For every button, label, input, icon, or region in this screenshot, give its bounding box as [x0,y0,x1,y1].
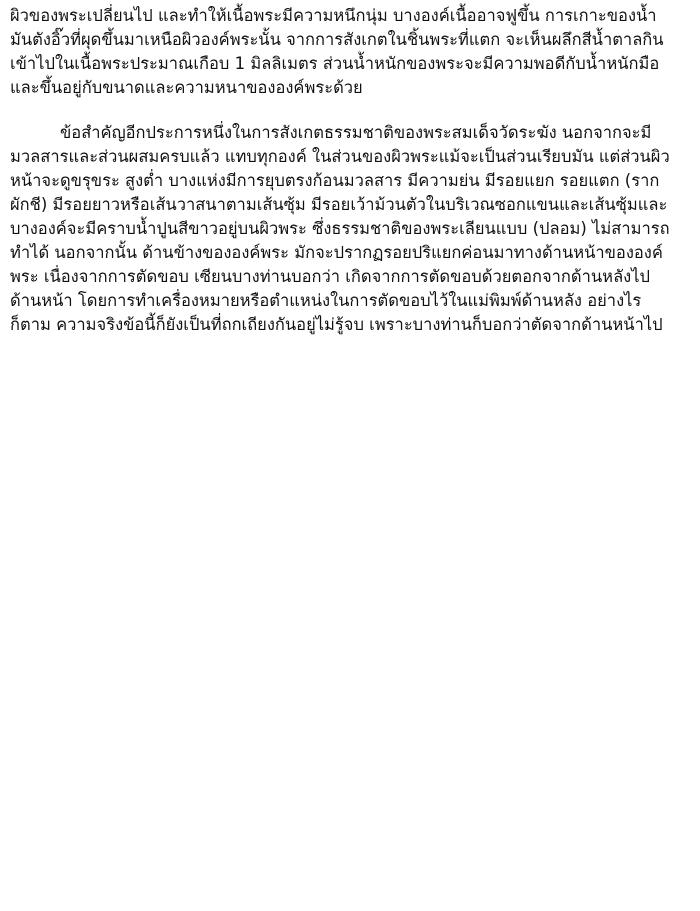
text-line: ผักชี) มีรอยยาวหรือเส้นวาสนาตามเส้นซุ้ม มีรอยเว้าม้วนตัวในบริเวณซอกแขนและเส้นซุ้มและ [10,195,668,214]
text-line: ข้อสำคัญอีกประการหนึ่งในการสังเกตธรรมชาติของพระสมเด็จวัดระฆัง นอกจากจะมี [60,123,652,142]
text-line: ก็ตาม ความจริงข้อนี้ก็ยังเป็นที่ถกเถียงกันอยู่ไม่รู้จบ เพราะบางท่านก็บอกว่าตัดจากด้านหน้าไป [10,315,663,334]
paragraph-2 [10,121,694,337]
text-line: มันตังอิ๊วที่ผุดขึ้นมาเหนือผิวองค์พระนั้น จากการสังเกตในชิ้นพระที่แตก จะเห็นผลึกสีน้ำตาลกิน [10,30,664,49]
text-line: เข้าไปในเนื้อพระประมาณเกือบ 1 มิลลิเมตร ส่วนน้ำหนักของพระจะมีความพอดีกับน้ำหนักมือ [10,54,660,73]
paragraph-1 [10,4,694,100]
text-line: และขึ้นอยู่กับขนาดและความหนาขององค์พระด้วย [10,78,363,97]
text-line: หน้าจะดูขรุขระ สูงต่ำ บางแห่งมีการยุบตรงก้อนมวลสาร มีความย่น มีรอยแยก รอยแตก (ราก [10,171,660,190]
text-line: มวลสารและส่วนผสมครบแล้ว แทบทุกองค์ ในส่วนของผิวพระแม้จะเป็นส่วนเรียบมัน แต่ส่วนผิว [10,147,670,166]
text-line: ผิวของพระเปลี่ยนไป และทำให้เนื้อพระมีความหนึกนุ่ม บางองค์เนื้ออาจฟูขึ้น การเกาะของน้ำ [10,6,657,25]
text-line: พระ เนื่องจากการตัดขอบ เซียนบางท่านบอกว่า เกิดจากการตัดขอบด้วยตอกจากด้านหลังไป [10,267,651,286]
text-line: ทำได้ นอกจากนั้น ด้านข้างขององค์พระ มักจะปรากฏรอยปริแยกค่อนมาทางด้านหน้าขององค์ [10,243,663,262]
text-line: บางองค์จะมีคราบน้ำปูนสีขาวอยู่บนผิวพระ ซึ่งธรรมชาติของพระเลียนแบบ (ปลอม) ไม่สามารถ [10,219,670,238]
text-line: ด้านหน้า โดยการทำเครื่องหมายหรือตำแหน่งในการตัดขอบไว้ในแม่พิมพ์ด้านหลัง อย่างไร [10,291,642,310]
